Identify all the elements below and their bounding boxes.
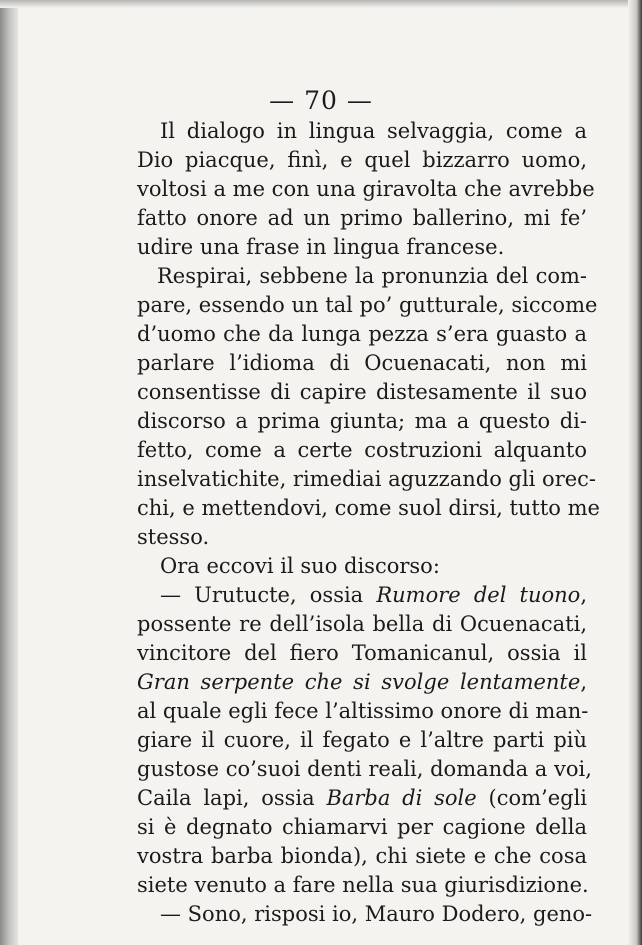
text-line: udire una frase in lingua francese. bbox=[137, 235, 505, 259]
text-line: possente re dell’isola bella di Ocuenacati, bbox=[137, 612, 587, 636]
text-line: parlare l’idioma di Ocuenacati, non mi bbox=[137, 351, 587, 375]
text-line: — Sono, risposi io, Mauro Dodero, geno- bbox=[160, 902, 593, 926]
text-line: fatto onore ad un primo ballerino, mi fe’ bbox=[137, 206, 587, 230]
text-line: Ora eccovi il suo discorso: bbox=[160, 554, 440, 578]
text-line: Il dialogo in lingua selvaggia, come a bbox=[160, 119, 587, 143]
text-line: vostra barba bionda), chi siete e che cosa bbox=[137, 844, 587, 868]
text-line: giare il cuore, il fegato e l’altre parti più bbox=[137, 728, 587, 752]
text-line: siete venuto a fare nella sua giurisdizione. bbox=[137, 873, 589, 897]
page-number: — 70 — bbox=[269, 86, 373, 115]
text-line: vincitore del fiero Tomanicanul, ossia il bbox=[137, 641, 587, 665]
page-right-edge bbox=[628, 0, 642, 945]
text-line: gustose co’suoi denti reali, domanda a voi, bbox=[137, 757, 592, 781]
text-line: si è degnato chiamarvi per cagione della bbox=[137, 815, 587, 839]
text-line: chi, e mettendovi, come suol dirsi, tutto me bbox=[137, 496, 600, 520]
text-line: consentisse di capire distesamente il suo bbox=[137, 380, 587, 404]
page-top-edge bbox=[0, 0, 642, 8]
text-line: fetto, come a certe costruzioni alquanto bbox=[137, 438, 587, 462]
text-line: Caila lapi, ossia Barba di sole (com’egli bbox=[137, 786, 588, 810]
text-line: stesso. bbox=[137, 525, 210, 549]
text-line: Gran serpente che si svolge lentamente, bbox=[137, 670, 587, 694]
page-spine-shadow bbox=[0, 0, 18, 945]
text-line: Respirai, sebbene la pronunzia del com- bbox=[157, 264, 587, 288]
text-line: al quale egli fece l’altissimo onore di man- bbox=[137, 699, 589, 723]
text-line: — Urutucte, ossia Rumore del tuono, bbox=[160, 583, 587, 607]
text-line: voltosi a me con una giravolta che avrebbe bbox=[137, 177, 595, 201]
text-line: discorso a prima giunta; ma a questo di- bbox=[137, 409, 587, 433]
text-line: pare, essendo un tal po’ gutturale, siccome bbox=[137, 293, 598, 317]
text-line: d’uomo che da lunga pezza s’era guasto a bbox=[137, 322, 587, 346]
text-line: Dio piacque, finì, e quel bizzarro uomo, bbox=[137, 148, 587, 172]
text-line: inselvatichite, rimediai aguzzando gli orec- bbox=[137, 467, 597, 491]
